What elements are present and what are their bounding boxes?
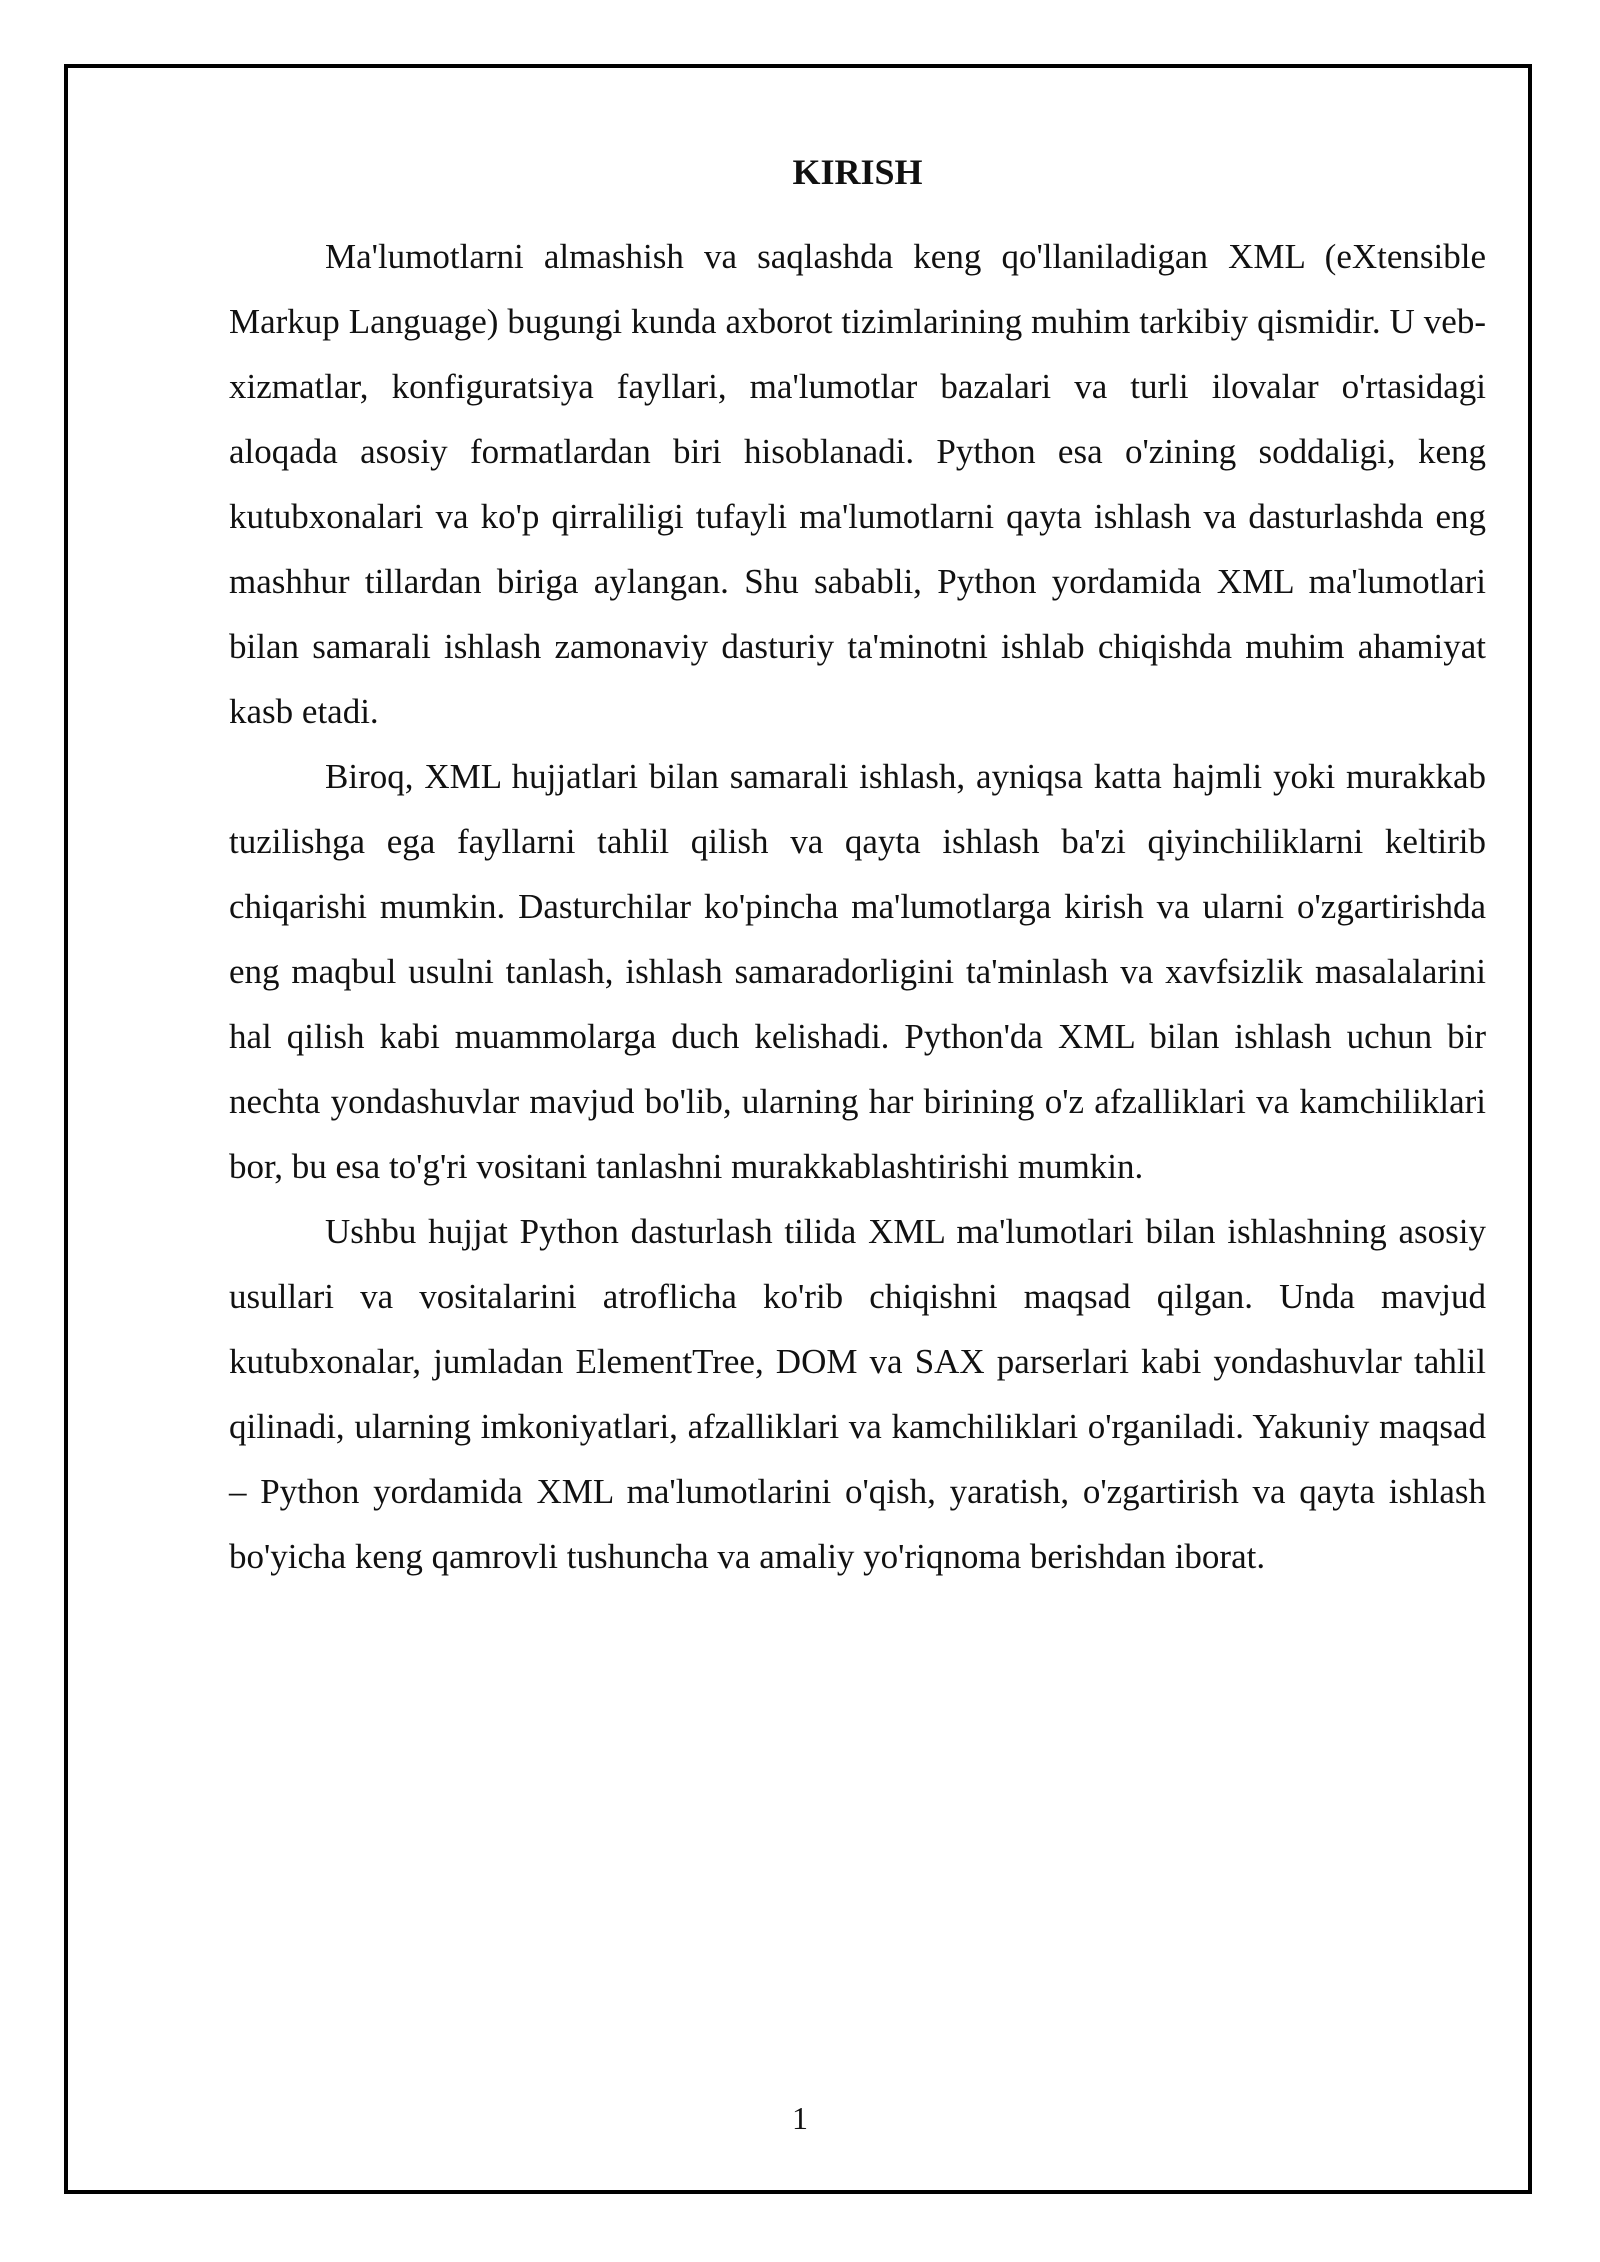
paragraph-2: Biroq, XML hujjatlari bilan samarali ishlash, ayniqsa katta hajmli yoki murakkab tuzilishga ega fayllarni tahlil qilish va qayta ishlash ba'zi qiyinchiliklarni keltirib chiqarishi mumkin. Dasturchilar ko'pincha ma'lumotlarga kirish va ularni o'zgartirishda eng maqbul usulni tanlash, ishlash samaradorligini ta'minlash va xavfsizlik masalalarini hal qilish kabi muammolarga duch kelishadi. Python'da XML bilan ishlash uchun bir nechta yondashuvlar mavjud bo'lib, ularning har birining o'z afzalliklari va kamchiliklari bor, bu esa to'g'ri vositani tanlashni murakkablashtirishi mumkin. xyxy=(229,757,1486,1186)
paragraph-3: Ushbu hujjat Python dasturlash tilida XML ma'lumotlari bilan ishlashning asosiy usullari va vositalarini atroflicha ko'rib chiqishni maqsad qilgan. Unda mavjud kutubxonalar, jumladan ElementTree, DOM va SAX parserlari kabi yondashuvlar tahlil qilinadi, ularning imkoniyatlari, afzalliklari va kamchiliklari o'rganiladi. Yakuniy maqsad – Python yordamida XML ma'lumotlarini o'qish, yaratish, o'zgartirish va qayta ishlash bo'yicha keng qamrovli tushuncha va amaliy yo'riqnoma berishdan iborat. xyxy=(229,1212,1486,1576)
paragraph-1: Ma'lumotlarni almashish va saqlashda keng qo'llaniladigan XML (eXtensible Markup Language) bugungi kunda axborot tizimlarining muhim tarkibiy qismidir. U veb-xizmatlar, konfiguratsiya fayllari, ma'lumotlar bazalari va turli ilovalar o'rtasidagi aloqada asosiy formatlardan biri hisoblanadi. Python esa o'zining soddaligi, keng kutubxonalari va ko'p qirraliligi tufayli ma'lumotlarni qayta ishlash va dasturlashda eng mashhur tillardan biriga aylangan. Shu sababli, Python yordamida XML ma'lumotlari bilan samarali ishlash zamonaviy dasturiy ta'minotni ishlab chiqishda muhim ahamiyat kasb etadi. xyxy=(229,237,1486,731)
document-body xyxy=(229,140,1486,1589)
page-number: 1 xyxy=(792,2100,808,2136)
document-title: KIRISH xyxy=(792,152,923,192)
